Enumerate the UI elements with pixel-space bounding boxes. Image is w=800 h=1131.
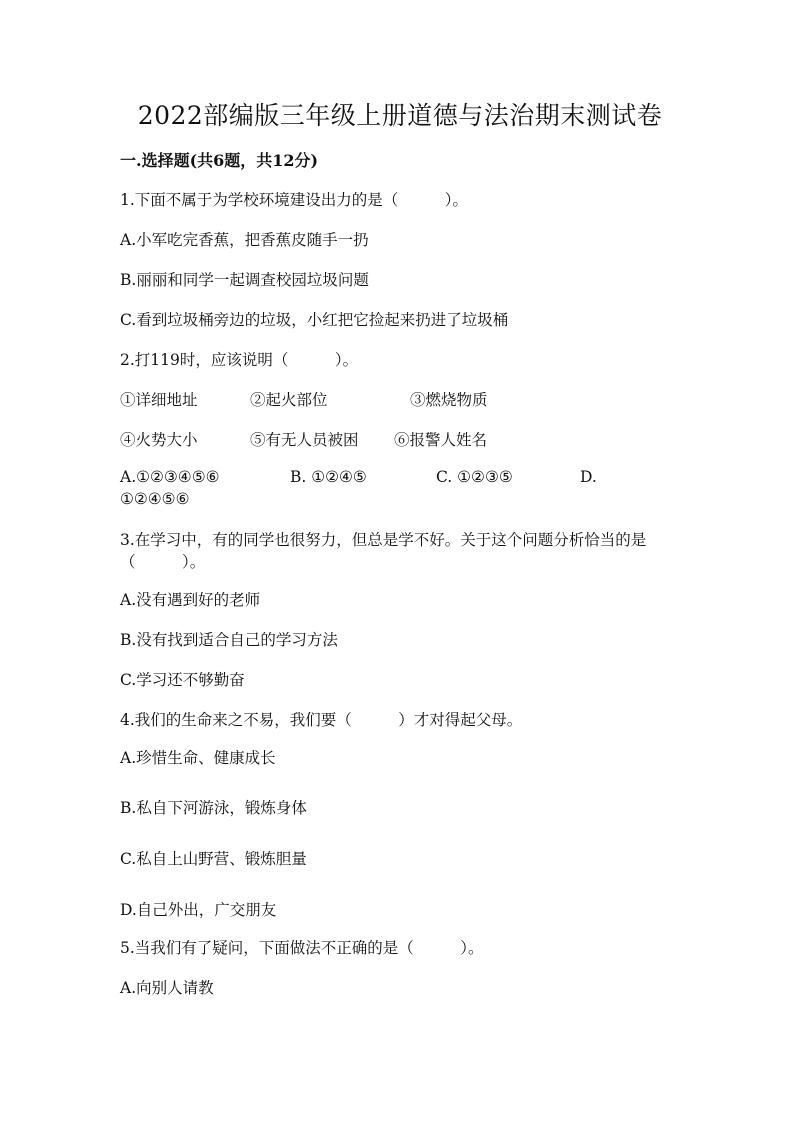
question-5-option-a: A.向别人请教 bbox=[120, 979, 214, 997]
question-3-option-b: B.没有找到适合自己的学习方法 bbox=[120, 631, 338, 649]
question-3-stem-line-2: （ ）。 bbox=[120, 553, 206, 571]
question-1-option-a: A.小军吃完香蕉，把香蕉皮随手一扔 bbox=[120, 231, 369, 249]
question-2-option-b: B. ①②④⑤ bbox=[290, 468, 367, 486]
question-2-option-c: C. ①②③⑤ bbox=[436, 468, 513, 486]
question-2-item-1: ①详细地址 bbox=[120, 391, 198, 409]
question-4-option-c: C.私自上山野营、锻炼胆量 bbox=[120, 850, 307, 868]
question-3-option-c: C.学习还不够勤奋 bbox=[120, 671, 245, 689]
section-heading: 一.选择题(共6题，共12分) bbox=[120, 151, 319, 170]
exam-title: 2022部编版三年级上册道德与法治期末测试卷 bbox=[137, 101, 663, 130]
question-2-item-6: ⑥报警人姓名 bbox=[394, 431, 488, 449]
question-5-stem: 5.当我们有了疑问，下面做法不正确的是（ ）。 bbox=[120, 939, 484, 957]
question-4-option-d: D.自己外出，广交朋友 bbox=[120, 901, 277, 919]
question-3-option-a: A.没有遇到好的老师 bbox=[120, 591, 261, 609]
question-2-item-5: ⑤有无人员被困 bbox=[250, 431, 359, 449]
question-2-item-3: ③燃烧物质 bbox=[410, 391, 488, 409]
question-2-option-a: A.①②③④⑤⑥ bbox=[120, 468, 220, 486]
question-1-option-c: C.看到垃圾桶旁边的垃圾，小红把它捡起来扔进了垃圾桶 bbox=[120, 311, 509, 329]
question-4-option-a: A.珍惜生命、健康成长 bbox=[120, 749, 276, 767]
question-2-option-d-label: D. bbox=[580, 468, 597, 486]
question-2-item-2: ②起火部位 bbox=[250, 391, 328, 409]
question-3-stem-line-1: 3.在学习中，有的同学也很努力，但总是学不好。关于这个问题分析恰当的是 bbox=[120, 531, 647, 549]
question-4-option-b: B.私自下河游泳，锻炼身体 bbox=[120, 799, 307, 817]
question-2-stem: 2.打119时，应该说明（ ）。 bbox=[120, 351, 359, 369]
question-2-item-4: ④火势大小 bbox=[120, 431, 198, 449]
question-1-option-b: B.丽丽和同学一起调查校园垃圾问题 bbox=[120, 271, 369, 289]
question-2-option-d-value: ①②④⑤⑥ bbox=[120, 490, 190, 508]
question-1-stem: 1.下面不属于为学校环境建设出力的是（ ）。 bbox=[120, 191, 469, 209]
question-4-stem: 4.我们的生命来之不易，我们要（ ）才对得起父母。 bbox=[120, 711, 523, 729]
